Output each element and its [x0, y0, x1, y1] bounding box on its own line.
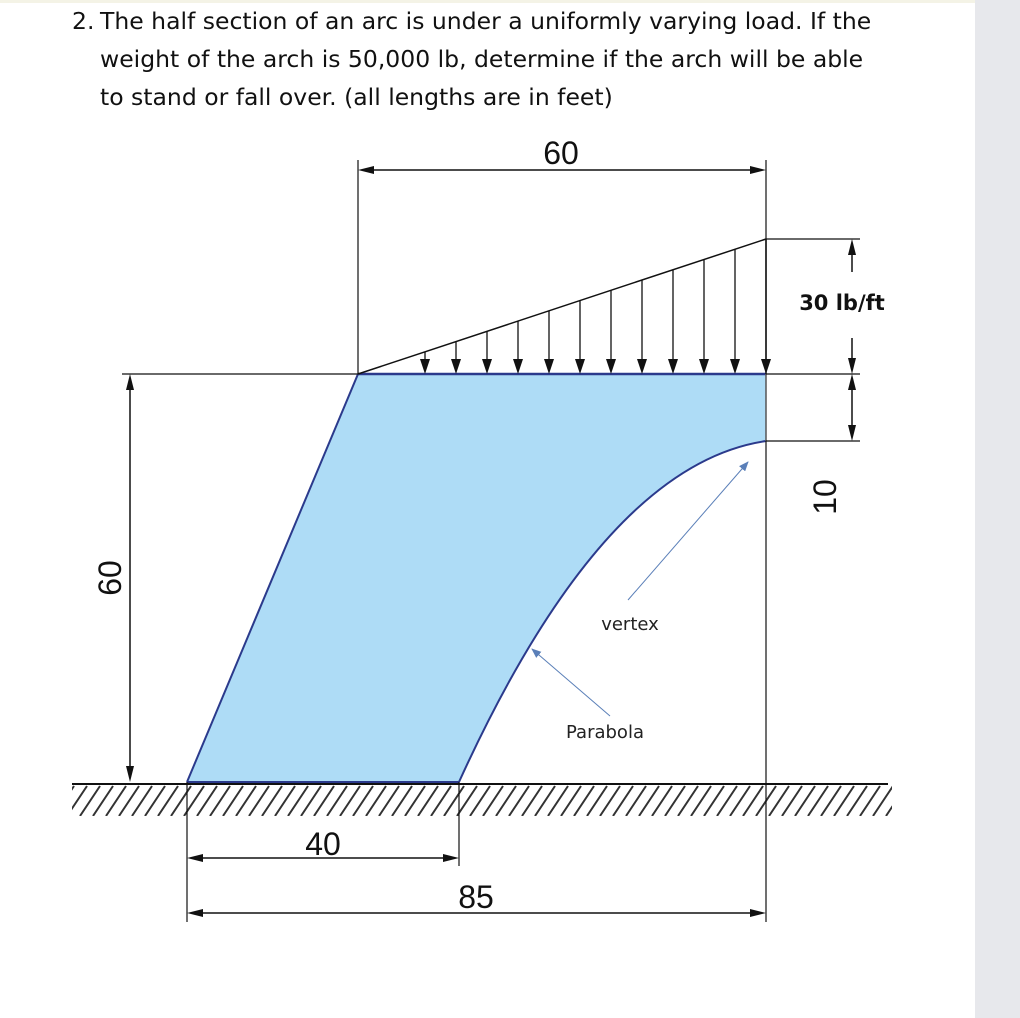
top-dim-arrow-right [750, 166, 766, 174]
ground-hatching [54, 786, 906, 816]
load-arrow-head [482, 359, 492, 374]
load-arrow-head [606, 359, 616, 374]
parabola-note: Parabola [566, 722, 644, 743]
parabola-leader-line [532, 649, 610, 716]
top-dim-arrow-left [358, 166, 374, 174]
vertex-note: vertex [601, 614, 659, 635]
hatch-stroke [54, 786, 74, 816]
gap-dim-arrow-top [848, 374, 856, 390]
dim-base-total-label: 85 [458, 879, 494, 915]
load-arrow-head [451, 359, 461, 374]
dim-right-gap-label: 10 [807, 479, 843, 515]
problem-line-3: to stand or fall over. (all lengths are in feet) [100, 83, 613, 111]
dim-top-width-label: 60 [543, 135, 579, 171]
load-arrow-head [761, 359, 771, 374]
load-arrow-head [544, 359, 554, 374]
dim-base-inner-label: 40 [305, 826, 341, 862]
left-dim-arrow-top [126, 374, 134, 390]
dim-left-height-label: 60 [92, 560, 128, 596]
gap-dim-arrow-bottom [848, 425, 856, 441]
right-side-panel [975, 0, 1020, 1018]
load-arrow-head [513, 359, 523, 374]
load-arrow-head [420, 359, 430, 374]
arch-section [187, 374, 766, 782]
load-arrow-head [730, 359, 740, 374]
load-arrow-head [699, 359, 709, 374]
load-intensity-label: 30 lb/ft [799, 291, 885, 315]
base-total-arrow-left [187, 909, 203, 917]
load-dim-arrow-top [848, 239, 856, 255]
base-inner-arrow-right [443, 854, 459, 862]
base-total-arrow-right [750, 909, 766, 917]
left-dim-arrow-bottom [126, 766, 134, 782]
load-dim-arrow-bottom [848, 358, 856, 374]
load-arrows [420, 239, 771, 374]
load-slope-line [358, 239, 766, 374]
load-arrow-head [637, 359, 647, 374]
base-inner-arrow-left [187, 854, 203, 862]
load-arrow-head [575, 359, 585, 374]
problem-line-1: The half section of an arc is under a uniformly varying load. If the [100, 7, 872, 35]
load-arrow-head [668, 359, 678, 374]
problem-line-2: weight of the arch is 50,000 lb, determine if the arch will be able [100, 45, 864, 73]
problem-number: 2. [72, 7, 95, 35]
